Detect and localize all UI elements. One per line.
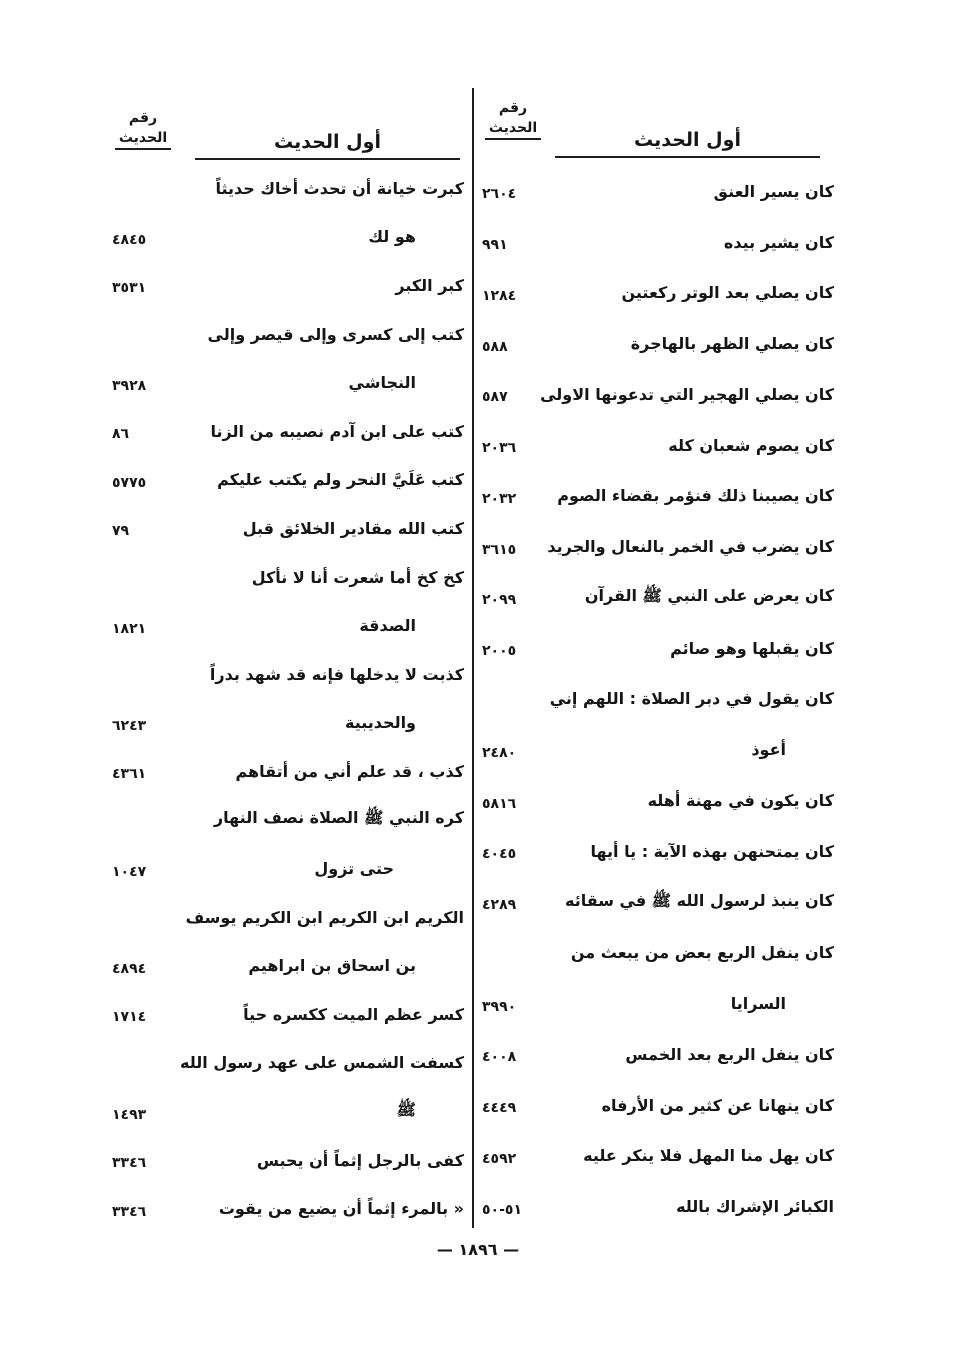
index-row — [112, 893, 464, 942]
hadith-opening: حتى تزول — [314, 859, 394, 879]
hadith-number — [112, 574, 166, 580]
hadith-opening: كتب عَلَيَّ النحر ولم يكتب عليكم — [217, 470, 464, 490]
hadith-opening: كان يكون في مهنة أهله — [647, 791, 834, 811]
hadith-number: ٤٢٨٩ — [482, 897, 517, 914]
hadith-number: ٢٠٩٩ — [482, 592, 517, 609]
first-words-header: أول الحديث — [195, 126, 460, 160]
hadith-number: ٧٩ — [112, 523, 130, 540]
hadith-number: ١٠٤٧ — [112, 863, 147, 880]
index-row — [482, 1029, 834, 1080]
hadith-number: ٢٠٣٢ — [482, 490, 517, 507]
index-row-continuation — [482, 724, 834, 775]
hadith-opening: أعوذ — [751, 740, 786, 760]
hadith-opening: كتب إلى كسرى وإلى قيصر وإلى — [207, 324, 464, 344]
hadith-number: ٣٩٢٨ — [112, 377, 147, 394]
hadith-number: ٨٦ — [112, 426, 130, 443]
hadith-number: ٤٨٩٤ — [112, 960, 147, 977]
hadith-number: ٤٥٩٢ — [482, 1150, 517, 1167]
index-row — [482, 318, 834, 369]
hadith-opening: كان يهل منا المهل فلا ينكر عليه — [583, 1146, 834, 1166]
index-row — [482, 471, 834, 522]
hadith-number: ٥٨١٦ — [482, 795, 517, 812]
column-divider — [472, 88, 474, 1228]
hadith-opening: كان يصيبنا ذلك فنؤمر بقضاء الصوم — [557, 486, 834, 506]
index-row — [112, 164, 464, 213]
right-index-column — [482, 166, 834, 1232]
hadith-number — [112, 1060, 166, 1066]
hadith-opening: كتب الله مقادير الخلائق قبل — [242, 518, 464, 538]
hadith-opening: الكبائر الإشراك بالله — [676, 1197, 834, 1217]
hadith-opening: كخ كخ أما شعرت أنا لا نأكل — [251, 567, 464, 587]
index-row — [112, 456, 464, 505]
index-row — [482, 826, 834, 877]
hadith-opening: كان ينهانا عن كثير من الأرفاه — [601, 1095, 834, 1115]
hadith-opening: كبرت خيانة أن تحدث أخاك حديثاً — [215, 178, 464, 198]
hadith-number: ٤٤٤٩ — [482, 1100, 517, 1117]
hadith-opening: كان يصلي الهجير التي تدعونها الاولى — [540, 384, 834, 404]
hadith-opening: هو لك — [368, 227, 416, 247]
index-row — [112, 990, 464, 1039]
index-row — [482, 268, 834, 319]
index-row — [112, 553, 464, 602]
hadith-number: ٣٣٤٦ — [112, 1155, 147, 1172]
hadith-number: ٢٦٠٤ — [482, 186, 517, 203]
hadith-opening: والحديبية — [345, 713, 416, 733]
hadith-number-header — [485, 98, 541, 140]
index-row — [482, 572, 834, 623]
hadith-opening: كان يصلي بعد الوتر ركعتين — [621, 283, 834, 303]
left-index-column — [112, 164, 464, 1233]
hadith-number: ٤٨٤٥ — [112, 231, 147, 248]
hadith-opening: بن اسحاق بن ابراهيم — [248, 956, 416, 976]
index-row — [482, 521, 834, 572]
hadith-number: ٦٢٤٣ — [112, 717, 147, 734]
index-row — [482, 420, 834, 471]
hadith-number: ٣٣٤٦ — [112, 1203, 147, 1220]
index-row-continuation — [112, 358, 464, 407]
hadith-number: ١٧١٤ — [112, 1009, 147, 1026]
hadith-number: ٤٣٦١ — [112, 766, 147, 783]
index-row-continuation — [482, 978, 834, 1029]
hadith-number: ١٤٩٣ — [112, 1106, 147, 1123]
index-row — [482, 369, 834, 420]
index-row — [112, 310, 464, 359]
index-row — [482, 674, 834, 725]
hadith-opening: كتب على ابن آدم نصيبه من الزنا — [210, 421, 464, 441]
index-row — [482, 217, 834, 268]
index-row-continuation — [112, 941, 464, 990]
hadith-number: ٩٩١ — [482, 237, 508, 254]
hadith-number: ٤٠٠٨ — [482, 1049, 517, 1066]
hadith-opening: كان يصوم شعبان كله — [668, 435, 834, 455]
hadith-number: ٢٤٨٠ — [482, 744, 517, 761]
hadith-number: ٣٩٩٠ — [482, 998, 517, 1015]
index-row-continuation — [112, 213, 464, 262]
hadith-number — [112, 817, 166, 823]
index-row — [482, 775, 834, 826]
hadith-opening: كان يمتحنهن بهذه الآية : يا أيها — [590, 841, 834, 861]
hadith-number — [482, 696, 536, 702]
hadith-number: ٥٧٧٥ — [112, 474, 147, 491]
first-words-header: أول الحديث — [555, 124, 820, 158]
hadith-opening: كسفت الشمس على عهد رسول الله — [180, 1053, 464, 1073]
hadith-number: ٢٠٠٥ — [482, 643, 517, 660]
hadith-number — [482, 950, 536, 956]
hadith-number: ٥٨٨ — [482, 338, 508, 355]
hadith-number-header — [115, 108, 171, 150]
hadith-opening: الكريم ابن الكريم ابن الكريم يوسف — [185, 907, 464, 927]
hadith-number: ٣٥٣١ — [112, 280, 147, 297]
hadith-number: ١٨٢١ — [112, 620, 147, 637]
hadith-opening: كان يقبلها وهو صائم — [670, 638, 834, 658]
index-row — [112, 407, 464, 456]
index-row — [112, 747, 464, 796]
hadith-opening: السرايا — [730, 994, 786, 1014]
hadith-opening: كان ينفل الربع بعد الخمس — [625, 1044, 834, 1064]
hadith-opening: كسر عظم الميت ككسره حياً — [243, 1004, 464, 1024]
index-row — [482, 877, 834, 928]
page-number: — ١٨٩٦ — — [436, 1240, 520, 1259]
number-label-bottom: الحديث — [485, 118, 541, 140]
index-row — [112, 504, 464, 553]
hadith-number — [112, 185, 166, 191]
index-row-continuation — [112, 1087, 464, 1136]
index-row — [482, 1080, 834, 1131]
index-row-continuation — [112, 844, 464, 893]
hadith-opening: كان ينفل الربع بعض من يبعث من — [570, 943, 834, 963]
hadith-opening: كان يعرض على النبي ﷺ القرآن — [584, 585, 834, 605]
index-row — [112, 1039, 464, 1088]
hadith-opening: كذب ، قد علم أني من أتقاهم — [235, 761, 464, 781]
hadith-opening: كان يشير بيده — [723, 232, 834, 252]
hadith-opening: « بالمرء إثماً أن يضيع من يقوت — [218, 1199, 464, 1219]
hadith-opening: كبر الكبر — [395, 275, 464, 295]
hadith-opening: كان يسير العنق — [713, 181, 834, 201]
hadith-number: ٢٠٣٦ — [482, 440, 517, 457]
index-row — [112, 1184, 464, 1233]
index-row — [482, 623, 834, 674]
index-row — [482, 927, 834, 978]
number-label-top: رقم — [128, 110, 158, 126]
hadith-number — [112, 914, 166, 920]
hadith-opening: كره النبي ﷺ الصلاة نصف النهار — [213, 808, 464, 828]
index-row — [482, 1181, 834, 1232]
index-row — [112, 261, 464, 310]
index-row — [482, 1130, 834, 1181]
hadith-opening: الصدقة — [359, 616, 416, 636]
index-row — [482, 166, 834, 217]
index-row-continuation — [112, 698, 464, 747]
index-row — [112, 650, 464, 699]
hadith-number: ٣٦١٥ — [482, 541, 517, 558]
hadith-opening: كان يقول في دبر الصلاة : اللهم إني — [549, 689, 834, 709]
hadith-number — [112, 331, 166, 337]
hadith-opening: ﷺ — [396, 1100, 416, 1120]
index-row — [112, 796, 464, 845]
index-row — [112, 1136, 464, 1185]
number-label-bottom: الحديث — [115, 128, 171, 150]
hadith-number: ١٢٨٤ — [482, 287, 517, 304]
hadith-number: ٥٨٧ — [482, 389, 508, 406]
index-row-continuation — [112, 601, 464, 650]
hadith-opening: كذبت لا يدخلها فإنه قد شهد بدراً — [209, 664, 464, 684]
hadith-opening: كان يصلي الظهر بالهاجرة — [630, 334, 834, 354]
hadith-number: ٤٠٤٥ — [482, 846, 517, 863]
hadith-opening: النجاشي — [348, 373, 416, 393]
hadith-number — [112, 671, 166, 677]
hadith-opening: كان ينبذ لرسول الله ﷺ في سقائه — [565, 890, 834, 910]
hadith-opening: كفى بالرجل إثماً أن يحبس — [256, 1150, 464, 1170]
number-label-top: رقم — [498, 100, 528, 116]
hadith-number: ٥١-٥٠ — [482, 1201, 522, 1218]
hadith-opening: كان يضرب في الخمر بالنعال والجريد — [547, 537, 834, 557]
